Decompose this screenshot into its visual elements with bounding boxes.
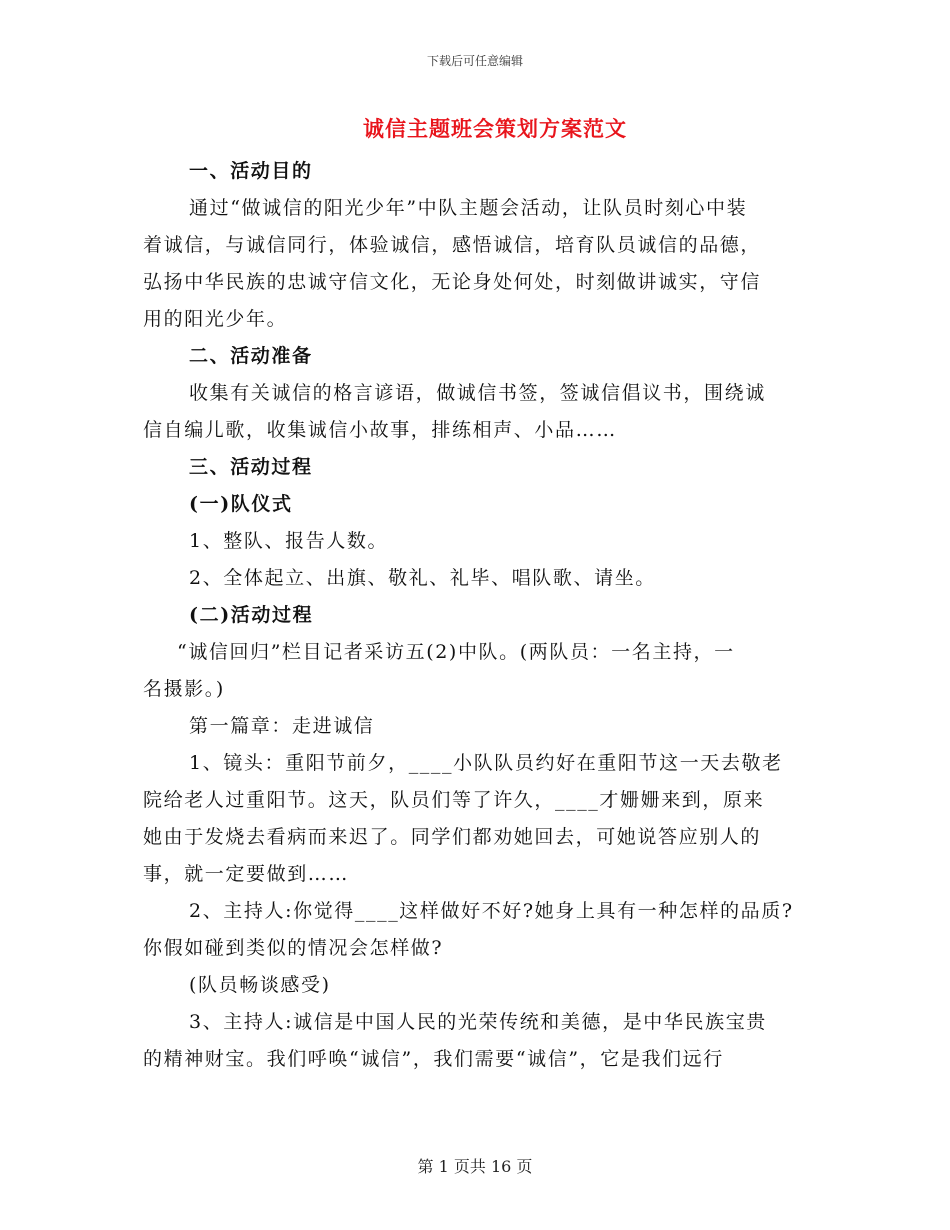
paragraph-line: 着诚信，与诚信同行，体验诚信，感悟诚信，培育队员诚信的品德， <box>143 234 762 256</box>
paragraph-line: 通过“做诚信的阳光少年”中队主题会活动，让队员时刻心中装 <box>189 197 748 219</box>
paragraph-line: 1、镜头：重阳节前夕，____小队队员约好在重阳节这一天去敬老 <box>189 752 783 774</box>
paragraph-line: 3、主持人:诚信是中国人民的光荣传统和美德，是中华民族宝贵 <box>189 1011 767 1033</box>
paragraph-line: 名摄影。) <box>143 678 225 700</box>
paragraph-line: (队员畅谈感受) <box>189 974 331 996</box>
paragraph-line: 2、全体起立、出旗、敬礼、礼毕、唱队歌、请坐。 <box>189 567 656 589</box>
section-heading: 二、活动准备 <box>189 345 313 367</box>
paragraph-line: 1、整队、报告人数。 <box>189 530 389 552</box>
document-title: 诚信主题班会策划方案范文 <box>363 116 627 141</box>
paragraph-line: “诚信回归”栏目记者采访五(2)中队。(两队员：一名主持，一 <box>177 641 735 663</box>
page-footer: 第 1 页共 16 页 <box>417 1157 533 1176</box>
paragraph-line: 她由于发烧去看病而来迟了。同学们都劝她回去，可她说答应别人的 <box>143 826 762 848</box>
paragraph-line: 你假如碰到类似的情况会怎样做? <box>143 937 444 959</box>
section-heading: 一、活动目的 <box>189 160 313 182</box>
paragraph-line: 的精神财宝。我们呼唤“诚信”，我们需要“诚信”，它是我们远行 <box>143 1048 724 1070</box>
paragraph-line: 2、主持人:你觉得____这样做好不好?她身上具有一种怎样的品质? <box>189 900 794 922</box>
paragraph-line: 用的阳光少年。 <box>143 308 288 330</box>
paragraph-line: 第一篇章：走进诚信 <box>189 715 375 737</box>
section-heading: (二)活动过程 <box>189 604 314 626</box>
paragraph-line: 弘扬中华民族的忠诚守信文化，无论身处何处，时刻做讲诚实，守信 <box>143 271 762 293</box>
paragraph-line: 院给老人过重阳节。这天，队员们等了许久，____才姗姗来到，原来 <box>143 789 765 811</box>
page-header: 下载后可任意编辑 <box>426 54 523 68</box>
paragraph-line: 收集有关诚信的格言谚语，做诚信书签，签诚信倡议书，围绕诚 <box>189 382 766 404</box>
paragraph-line: 信自编儿歌，收集诚信小故事，排练相声、小品…… <box>143 419 617 441</box>
section-heading: (一)队仪式 <box>189 493 293 515</box>
section-heading: 三、活动过程 <box>189 456 313 478</box>
paragraph-line: 事，就一定要做到…… <box>143 863 350 885</box>
